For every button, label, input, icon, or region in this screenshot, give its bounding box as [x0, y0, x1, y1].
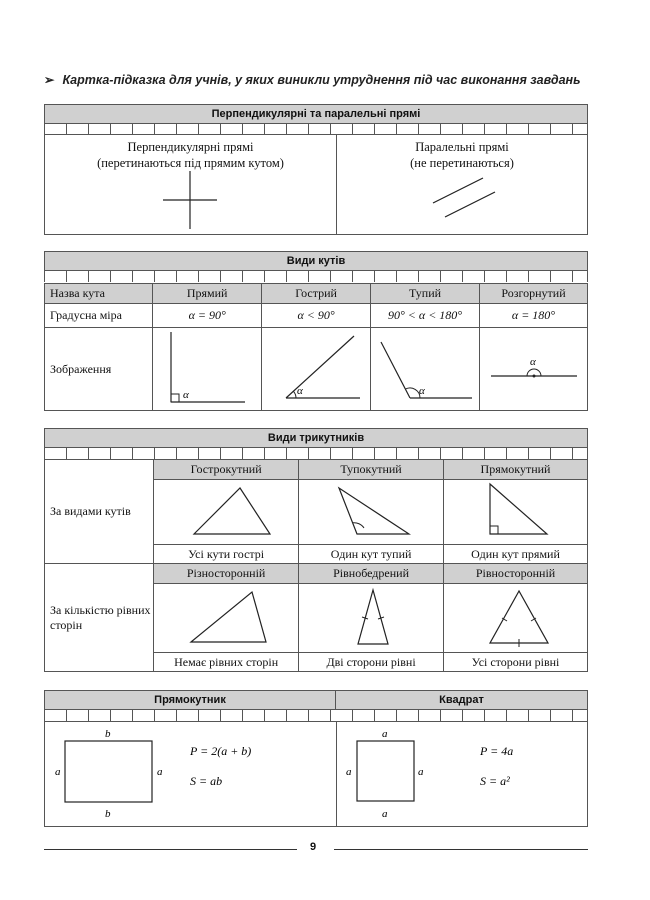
perpendicular-title: Перпендикулярні прямі	[127, 140, 254, 154]
angle-measure-obtuse: 90° < α < 180°	[371, 304, 480, 328]
caption-right: Один кут прямий	[444, 545, 588, 564]
rectangle-perimeter: P = 2(a + b)	[190, 744, 252, 758]
equilateral-triangle-cell	[444, 584, 588, 653]
triangle-name-acute: Гострокутний	[154, 460, 299, 480]
section-header-square: Квадрат	[335, 690, 588, 710]
side-types-row	[45, 564, 588, 584]
scalene-triangle-figure	[156, 584, 296, 648]
footer-line-right	[334, 849, 588, 850]
scalene-triangle-cell	[154, 584, 299, 653]
ruler	[44, 710, 588, 721]
shapes-box	[44, 721, 588, 827]
caption-obtuse: Один кут тупий	[299, 545, 444, 564]
angle-measure-acute: α < 90°	[262, 304, 371, 328]
ruler	[44, 271, 588, 282]
angle-measure-straight: α = 180°	[480, 304, 588, 328]
rectangle-area: S = ab	[190, 774, 223, 788]
angles-name-row	[45, 284, 588, 304]
caption-equilateral: Усі сторони рівні	[444, 653, 588, 672]
parallel-subtitle: (не перетинаються)	[410, 156, 514, 170]
angle-types-row	[45, 460, 588, 480]
caption-isosceles: Дві сторони рівні	[299, 653, 444, 672]
acute-triangle-cell	[154, 480, 299, 545]
row-label-degree: Градусна міра	[45, 304, 153, 328]
straight-angle-cell	[480, 328, 588, 411]
intro-line	[44, 72, 581, 87]
intro-text: Картка-підказка для учнів, у яких виникли утруднення під час виконання завдань	[62, 73, 581, 87]
alpha-label: α	[530, 356, 536, 368]
ruler	[44, 448, 588, 459]
arrow-icon: ➢	[44, 73, 55, 87]
straight-angle-figure	[481, 328, 586, 406]
right-angle-cell	[153, 328, 262, 411]
right-angle-figure	[155, 328, 260, 406]
square-side-bottom: a	[382, 808, 388, 820]
angle-name-obtuse: Тупий	[371, 284, 480, 304]
triangle-name-isosceles: Рівнобедрений	[299, 564, 444, 584]
square-side-top: a	[382, 728, 388, 740]
obtuse-triangle-figure	[301, 480, 441, 540]
rectangle-side-b-top: b	[105, 728, 111, 740]
acute-angle-cell	[262, 328, 371, 411]
isosceles-triangle-cell	[299, 584, 444, 653]
perpendicular-lines-figure	[155, 169, 225, 231]
right-triangle-cell	[444, 480, 588, 545]
lines-box	[44, 134, 588, 235]
angles-table	[44, 283, 588, 411]
acute-angle-figure	[264, 328, 369, 406]
section-header-rectangle: Прямокутник	[44, 690, 336, 710]
angle-name-straight: Розгорнутий	[480, 284, 588, 304]
parallel-cell	[337, 139, 587, 171]
square-side-right: a	[418, 766, 424, 778]
square-perimeter: P = 4a	[480, 744, 514, 758]
alpha-label: α	[296, 385, 303, 397]
alpha-label: α	[418, 385, 425, 397]
square-figure	[342, 725, 586, 825]
angle-name-right: Прямий	[153, 284, 262, 304]
section-header-triangles: Види трикутників	[44, 428, 588, 448]
triangle-name-equilateral: Рівносторонній	[444, 564, 588, 584]
caption-scalene: Немає рівних сторін	[154, 653, 299, 672]
parallel-lines-figure	[425, 175, 505, 225]
right-triangle-figure	[446, 480, 586, 540]
obtuse-angle-figure	[373, 328, 478, 406]
rectangle-side-a-right: a	[157, 766, 163, 778]
triangle-name-right: Прямокутний	[444, 460, 588, 480]
perpendicular-cell	[45, 139, 336, 171]
equilateral-triangle-figure	[446, 584, 586, 648]
caption-acute: Усі кути гострі	[154, 545, 299, 564]
footer-line-left	[44, 849, 297, 850]
row-label-name: Назва кута	[45, 284, 153, 304]
page-number: 9	[310, 841, 317, 853]
square-side-left: a	[346, 766, 352, 778]
obtuse-angle-cell	[371, 328, 480, 411]
row-label-by-sides: За кількістю рівних сторін	[45, 564, 154, 672]
obtuse-triangle-cell	[299, 480, 444, 545]
rectangle-side-b-bottom: b	[105, 808, 111, 820]
angles-degree-row	[45, 304, 588, 328]
perpendicular-subtitle: (перетинаються під прямим кутом)	[97, 156, 284, 170]
triangles-table	[44, 459, 588, 672]
section-header-lines: Перпендикулярні та паралельні прямі	[44, 104, 588, 124]
square-area: S = a²	[480, 774, 510, 788]
rectangle-figure	[50, 725, 332, 825]
parallel-title: Паралельні прямі	[415, 140, 509, 154]
rectangle-side-a-left: a	[55, 766, 61, 778]
alpha-label: α	[182, 389, 189, 401]
row-label-image: Зображення	[45, 328, 153, 411]
row-label-by-angles: За видами кутів	[45, 460, 154, 564]
isosceles-triangle-figure	[301, 584, 441, 648]
angle-name-acute: Гострий	[262, 284, 371, 304]
angles-image-row	[45, 328, 588, 411]
angle-measure-right: α = 90°	[153, 304, 262, 328]
section-header-angles: Види кутів	[44, 251, 588, 271]
acute-triangle-figure	[156, 480, 296, 540]
triangle-name-scalene: Різносторонній	[154, 564, 299, 584]
triangle-name-obtuse: Тупокутний	[299, 460, 444, 480]
